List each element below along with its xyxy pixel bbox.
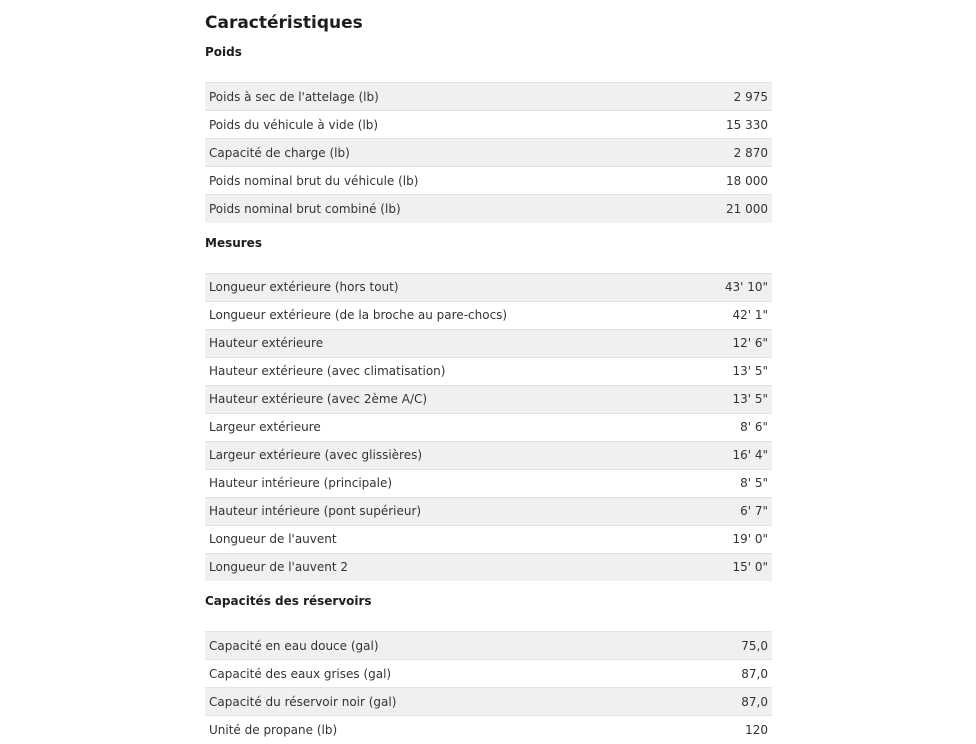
row-value: 8' 5" — [644, 469, 772, 497]
row-label: Poids à sec de l'attelage (lb) — [205, 83, 644, 111]
row-label: Hauteur extérieure (avec climatisation) — [205, 357, 644, 385]
table-row — [205, 357, 772, 385]
row-value: 18 000 — [644, 167, 772, 195]
section-heading-mesures: Mesures — [205, 235, 262, 250]
row-label: Hauteur extérieure (avec 2ème A/C) — [205, 385, 644, 413]
table-row — [205, 716, 772, 744]
row-label: Capacité de charge (lb) — [205, 139, 644, 167]
row-value: 87,0 — [644, 688, 772, 716]
row-value: 12' 6" — [644, 329, 772, 357]
table-row — [205, 83, 772, 111]
row-label: Largeur extérieure — [205, 413, 644, 441]
row-label: Capacité du réservoir noir (gal) — [205, 688, 644, 716]
table-row — [205, 441, 772, 469]
table-row — [205, 273, 772, 301]
row-label: Unité de propane (lb) — [205, 716, 644, 744]
row-value: 15 330 — [644, 111, 772, 139]
row-label: Capacité des eaux grises (gal) — [205, 660, 644, 688]
table-row — [205, 385, 772, 413]
row-value: 6' 7" — [644, 497, 772, 525]
row-label: Hauteur intérieure (pont supérieur) — [205, 497, 644, 525]
row-label: Longueur de l'auvent — [205, 525, 644, 553]
row-value: 120 — [644, 716, 772, 744]
row-label: Hauteur extérieure — [205, 329, 644, 357]
row-label: Largeur extérieure (avec glissières) — [205, 441, 644, 469]
row-value: 87,0 — [644, 660, 772, 688]
table-row — [205, 301, 772, 329]
reservoirs-table — [205, 631, 772, 744]
page-title: Caractéristiques — [205, 13, 363, 33]
row-label: Poids du véhicule à vide (lb) — [205, 111, 644, 139]
mesures-table — [205, 273, 772, 582]
row-label: Poids nominal brut du véhicule (lb) — [205, 167, 644, 195]
row-value: 43' 10" — [644, 273, 772, 301]
table-row — [205, 497, 772, 525]
row-value: 16' 4" — [644, 441, 772, 469]
row-value: 13' 5" — [644, 385, 772, 413]
section-heading-poids: Poids — [205, 45, 242, 59]
poids-table — [205, 82, 772, 223]
row-label: Poids nominal brut combiné (lb) — [205, 195, 644, 223]
row-value: 8' 6" — [644, 413, 772, 441]
table-row — [205, 553, 772, 581]
row-value: 2 870 — [644, 139, 772, 167]
table-row — [205, 632, 772, 660]
specifications-panel — [205, 8, 772, 744]
row-value: 15' 0" — [644, 553, 772, 581]
table-row — [205, 525, 772, 553]
table-row — [205, 111, 772, 139]
row-label: Longueur de l'auvent 2 — [205, 553, 644, 581]
row-label: Capacité en eau douce (gal) — [205, 632, 644, 660]
row-value: 13' 5" — [644, 357, 772, 385]
row-label: Longueur extérieure (de la broche au pare-chocs) — [205, 301, 644, 329]
row-value: 42' 1" — [644, 301, 772, 329]
row-value: 21 000 — [644, 195, 772, 223]
row-value: 2 975 — [644, 83, 772, 111]
section-heading-reservoirs: Capacités des réservoirs — [205, 594, 372, 608]
table-row — [205, 660, 772, 688]
row-value: 75,0 — [644, 632, 772, 660]
table-row — [205, 688, 772, 716]
table-row — [205, 195, 772, 223]
row-value: 19' 0" — [644, 525, 772, 553]
table-row — [205, 469, 772, 497]
table-row — [205, 167, 772, 195]
row-label: Longueur extérieure (hors tout) — [205, 273, 644, 301]
row-label: Hauteur intérieure (principale) — [205, 469, 644, 497]
table-row — [205, 139, 772, 167]
table-row — [205, 329, 772, 357]
table-row — [205, 413, 772, 441]
